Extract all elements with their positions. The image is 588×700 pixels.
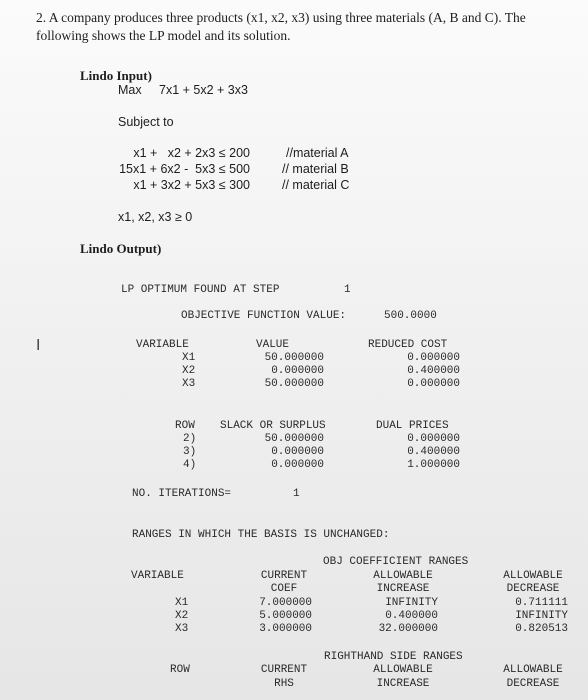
obj-range-name-x2: X2	[175, 610, 189, 622]
rhs-row-header: ROW	[170, 664, 190, 676]
constraint-a: x1 + x2 + 2x3 ≤ 200	[133, 146, 250, 160]
value-column-header: VALUE	[256, 339, 290, 351]
reduced-cost-column-header: REDUCED COST	[368, 339, 448, 351]
constraint-c: x1 + 3x2 + 5x3 ≤ 300	[133, 178, 250, 192]
slack-row-3: 0.000000	[271, 446, 324, 458]
row-label-4: 4)	[183, 459, 197, 471]
slack-row-2: 50.000000	[264, 433, 324, 445]
dual-prices-column-header: DUAL PRICES	[376, 420, 449, 432]
obj-range-name-x1: X1	[175, 597, 189, 609]
obj-range-decrease-x2: INFINITY	[515, 610, 568, 622]
obj-increase-header: INCREASE	[376, 583, 430, 595]
obj-range-increase-x1: INFINITY	[385, 597, 438, 609]
obj-range-increase-x2: 0.400000	[385, 610, 438, 622]
objective-expression: 7x1 + 5x2 + 3x3	[159, 83, 248, 97]
iterations-value: 1	[293, 488, 300, 500]
objective-value: 500.0000	[384, 310, 437, 322]
slack-row-4: 0.000000	[271, 459, 324, 471]
obj-range-name-x3: X3	[175, 623, 189, 635]
obj-coef-header: COEF	[270, 583, 298, 595]
lindo-input-heading: Lindo Input)	[80, 68, 152, 83]
rhs-allowable-decrease-header: ALLOWABLE	[503, 664, 563, 676]
row-label-2: 2)	[183, 433, 197, 445]
dual-price-row-3: 0.400000	[407, 446, 460, 458]
slack-column-header: SLACK OR SURPLUS	[220, 420, 326, 432]
objective-value-label: OBJECTIVE FUNCTION VALUE:	[181, 310, 347, 322]
obj-range-coef-x2: 5.000000	[259, 610, 312, 622]
obj-current-header: CURRENT	[260, 570, 308, 582]
constraint-b: 15x1 + 6x2 - 5x3 ≤ 500	[119, 162, 250, 176]
question-line-2: following shows the LP model and its solution.	[36, 28, 291, 43]
constraint-b-comment: // material B	[282, 162, 349, 176]
variable-value-x1: 50.000000	[264, 352, 324, 364]
text-cursor-icon: I	[36, 336, 41, 354]
row-label-3: 3)	[183, 446, 197, 458]
obj-decrease-header: DECREASE	[506, 583, 560, 595]
rhs-decrease-header: DECREASE	[506, 678, 560, 690]
variable-name-x2: X2	[182, 365, 196, 377]
rhs-current-header: CURRENT	[260, 664, 308, 676]
obj-coefficient-ranges-title: OBJ COEFFICIENT RANGES	[323, 556, 469, 568]
optimum-label: LP OPTIMUM FOUND AT STEP	[121, 284, 280, 296]
dual-price-row-4: 1.000000	[407, 459, 460, 471]
question-line-1: 2. A company produces three products (x1, x2, x3) using three materials (A, B and C). The	[36, 10, 526, 25]
row-column-header: ROW	[175, 420, 195, 432]
nonnegativity: x1, x2, x3 ≥ 0	[118, 210, 193, 224]
rhs-ranges-title: RIGHTHAND SIDE RANGES	[324, 651, 463, 663]
variable-name-x1: X1	[182, 352, 196, 364]
reduced-cost-x1: 0.000000	[407, 352, 460, 364]
variable-value-x2: 0.000000	[271, 365, 324, 377]
dual-price-row-2: 0.000000	[407, 433, 460, 445]
obj-range-coef-x1: 7.000000	[259, 597, 312, 609]
obj-allowable-decrease-header: ALLOWABLE	[503, 570, 563, 582]
objective-label: Max	[118, 83, 142, 97]
variable-column-header: VARIABLE	[136, 339, 189, 351]
constraint-a-comment: //material A	[286, 146, 349, 160]
obj-variable-header: VARIABLE	[131, 570, 184, 582]
constraint-c-comment: // material C	[282, 178, 350, 192]
variable-value-x3: 50.000000	[264, 378, 324, 390]
obj-range-increase-x3: 32.000000	[378, 623, 438, 635]
reduced-cost-x3: 0.000000	[407, 378, 460, 390]
rhs-allowable-increase-header: ALLOWABLE	[373, 664, 433, 676]
lindo-output-heading: Lindo Output)	[80, 241, 162, 256]
ranges-title: RANGES IN WHICH THE BASIS IS UNCHANGED:	[132, 529, 390, 541]
variable-name-x3: X3	[182, 378, 196, 390]
rhs-increase-header: INCREASE	[376, 678, 430, 690]
reduced-cost-x2: 0.400000	[407, 365, 460, 377]
obj-allowable-increase-header: ALLOWABLE	[373, 570, 433, 582]
obj-range-coef-x3: 3.000000	[259, 623, 312, 635]
optimum-step: 1	[344, 284, 351, 296]
iterations-label: NO. ITERATIONS=	[132, 488, 232, 500]
obj-range-decrease-x1: 0.711111	[515, 597, 568, 609]
obj-range-decrease-x3: 0.820513	[515, 623, 568, 635]
rhs-rhs-header: RHS	[274, 678, 294, 690]
subject-to-label: Subject to	[118, 115, 174, 129]
